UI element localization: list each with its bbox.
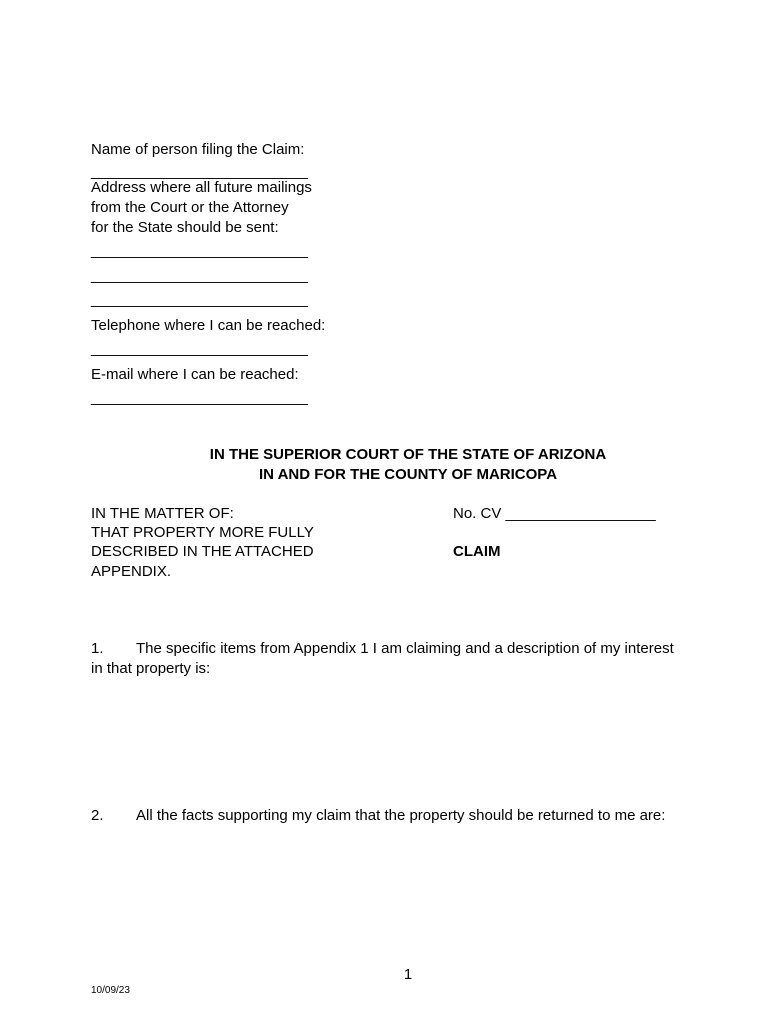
telephone-label: Telephone where I can be reached: [91,317,326,334]
address-label-line-2: from the Court or the Attorney [91,199,289,216]
telephone-blank[interactable]: __________________________ [91,340,308,357]
filer-name-label: Name of person filing the Claim: [91,141,305,158]
address-label-line-3: for the State should be sent: [91,219,279,236]
case-number-field[interactable]: No. CV __________________ [453,505,656,522]
paragraph-1-number: 1. [91,640,104,657]
matter-line-1: IN THE MATTER OF: [91,505,234,522]
address-blank-2[interactable]: __________________________ [91,267,308,284]
email-blank[interactable]: __________________________ [91,389,308,406]
paragraph-1-text-line-1: The specific items from Appendix 1 I am claiming and a description of my interest [136,640,674,657]
matter-line-2: THAT PROPERTY MORE FULLY [91,524,314,541]
revision-date: 10/09/23 [91,985,130,996]
address-blank-1[interactable]: __________________________ [91,242,308,259]
filer-name-blank[interactable]: __________________________ [91,163,308,180]
paragraph-1-text-line-2: in that property is: [91,660,211,677]
court-heading-line-2: IN AND FOR THE COUNTY OF MARICOPA [258,466,558,483]
matter-line-3: DESCRIBED IN THE ATTACHED [91,543,314,560]
email-label: E-mail where I can be reached: [91,366,299,383]
document-title: CLAIM [453,543,501,560]
address-blank-3[interactable]: __________________________ [91,291,308,308]
paragraph-2-text-line-1: All the facts supporting my claim that the property should be returned to me are: [136,807,666,824]
page-number: 1 [403,966,413,983]
court-heading-line-1: IN THE SUPERIOR COURT OF THE STATE OF ARIZONA [209,446,607,463]
address-label-line-1: Address where all future mailings [91,179,312,196]
matter-line-4: APPENDIX. [91,563,172,580]
paragraph-2-number: 2. [91,807,104,824]
